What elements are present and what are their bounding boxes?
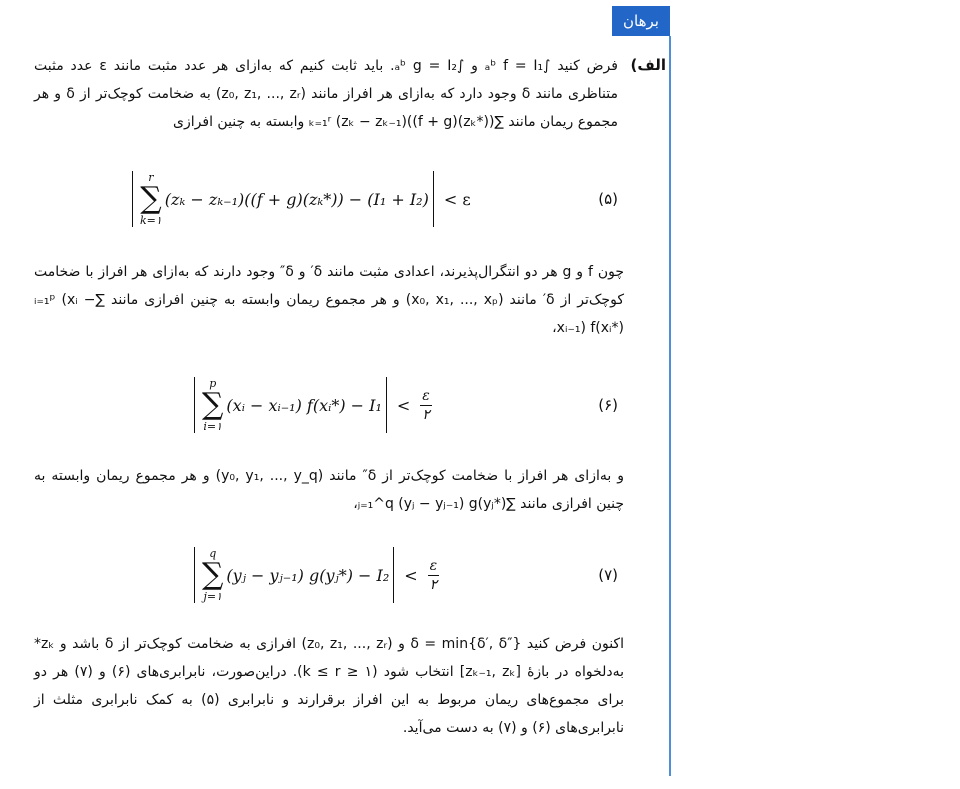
part-label: الف) [630, 56, 666, 74]
equation-number: (۵) [598, 190, 618, 208]
fraction-numerator: ε [422, 387, 430, 404]
sum-upper-limit: q [209, 547, 217, 560]
abs-bar-right [386, 377, 387, 433]
summand-expression: (yⱼ − yⱼ₋₁) g(yⱼ*) − I₂ [226, 565, 390, 585]
summation [140, 171, 162, 227]
sum-upper-limit: p [209, 377, 217, 390]
abs-bar-left [194, 377, 195, 433]
fraction [428, 557, 440, 594]
fraction-numerator: ε [429, 557, 438, 574]
fraction [420, 387, 432, 424]
equation-6 [100, 370, 620, 440]
margin-rule [669, 36, 671, 776]
abs-bar-right [393, 547, 394, 603]
equation-7 [100, 540, 620, 610]
fraction-denominator: ۲ [422, 406, 430, 423]
relation: < [404, 565, 418, 585]
proof-badge: برهان [612, 6, 670, 36]
abs-bar-left [194, 547, 195, 603]
sum-lower-limit: k=۱ [140, 214, 162, 227]
sum-lower-limit: j=۱ [203, 590, 222, 603]
sum-upper-limit: r [148, 171, 154, 184]
abs-bar-right [433, 171, 434, 227]
sum-lower-limit: i=۱ [203, 420, 223, 433]
equation-number: (۶) [598, 396, 618, 414]
equation-6-body [190, 370, 432, 440]
paragraph-conclusion: اکنون فرض کنید δ = min{δ′, δ″} و (z₀, z₁, ..., zᵣ) افرازی به ضخامت کوچک‌تر از δ باشد و zₖ* به‌دلخواه در بازهٔ [zₖ₋₁, zₖ] انتخاب شود (۱ ≤ k ≤ r). دراین‌صورت، نابرابری‌های (۶) و (۷) هر دو برای مجموع‌های ریمان مربوط به این افراز برقرارند و نابرابری (۵) به کمک نابرابری مثلث از نابرابری‌های (۶) و (۷) به دست می‌آید. [34, 636, 625, 736]
summand-expression: (xᵢ − xᵢ₋₁) f(xᵢ*) − I₁ [226, 395, 382, 415]
summand-expression: (zₖ − zₖ₋₁)((f + g)(zₖ*)) − (I₁ + I₂) [164, 189, 429, 209]
paragraph-intro: فرض کنید ∫ₐᵇ f = I₁ و ∫ₐᵇ g = I₂. باید ثابت کنیم که به‌ازای هر عدد مثبت مانند ε عدد مثبت متناظری مانند δ وجود دارد که به‌ازای هر افراز مانند (z₀, z₁, ..., zᵣ) به ضخامت کوچک‌تر از δ و هر مجموع ریمان مانند ∑ₖ₌₁ʳ (zₖ − zₖ₋₁)((f + g)(zₖ*)) وابسته به چنین افرازی [34, 58, 619, 130]
summation [202, 547, 223, 603]
equation-5-body [128, 164, 477, 234]
relation: < ε [443, 189, 471, 209]
sigma-symbol: ∑ [140, 181, 162, 216]
fraction-denominator: ۲ [429, 576, 438, 593]
equation-5 [100, 164, 620, 234]
sigma-symbol: ∑ [202, 387, 224, 422]
equation-number: (۷) [598, 566, 618, 584]
paragraph-integrable: چون f و g هر دو انتگرال‌پذیرند، اعدادی مثبت مانند δ′ و δ″ وجود دارند که به‌ازای هر افراز با ضخامت کوچک‌تر از δ′ مانند (x₀, x₁, ..., xₚ) و هر مجموع ریمان وابسته به چنین افرازی مانند ∑ᵢ₌₁ᵖ (xᵢ − xᵢ₋₁) f(xᵢ*)، [34, 264, 625, 336]
relation: < [396, 395, 411, 415]
paragraph-second-partition: و به‌ازای هر افراز با ضخامت کوچک‌تر از δ″ مانند (y₀, y₁, ..., y_q) و هر مجموع ریمان وابسته به چنین افرازی مانند ∑ⱼ₌₁^q (yⱼ − yⱼ₋₁) g(yⱼ*)، [34, 468, 625, 512]
abs-bar-left [132, 171, 133, 227]
summation [202, 377, 223, 433]
equation-7-body [190, 540, 439, 610]
sigma-symbol: ∑ [202, 557, 224, 592]
